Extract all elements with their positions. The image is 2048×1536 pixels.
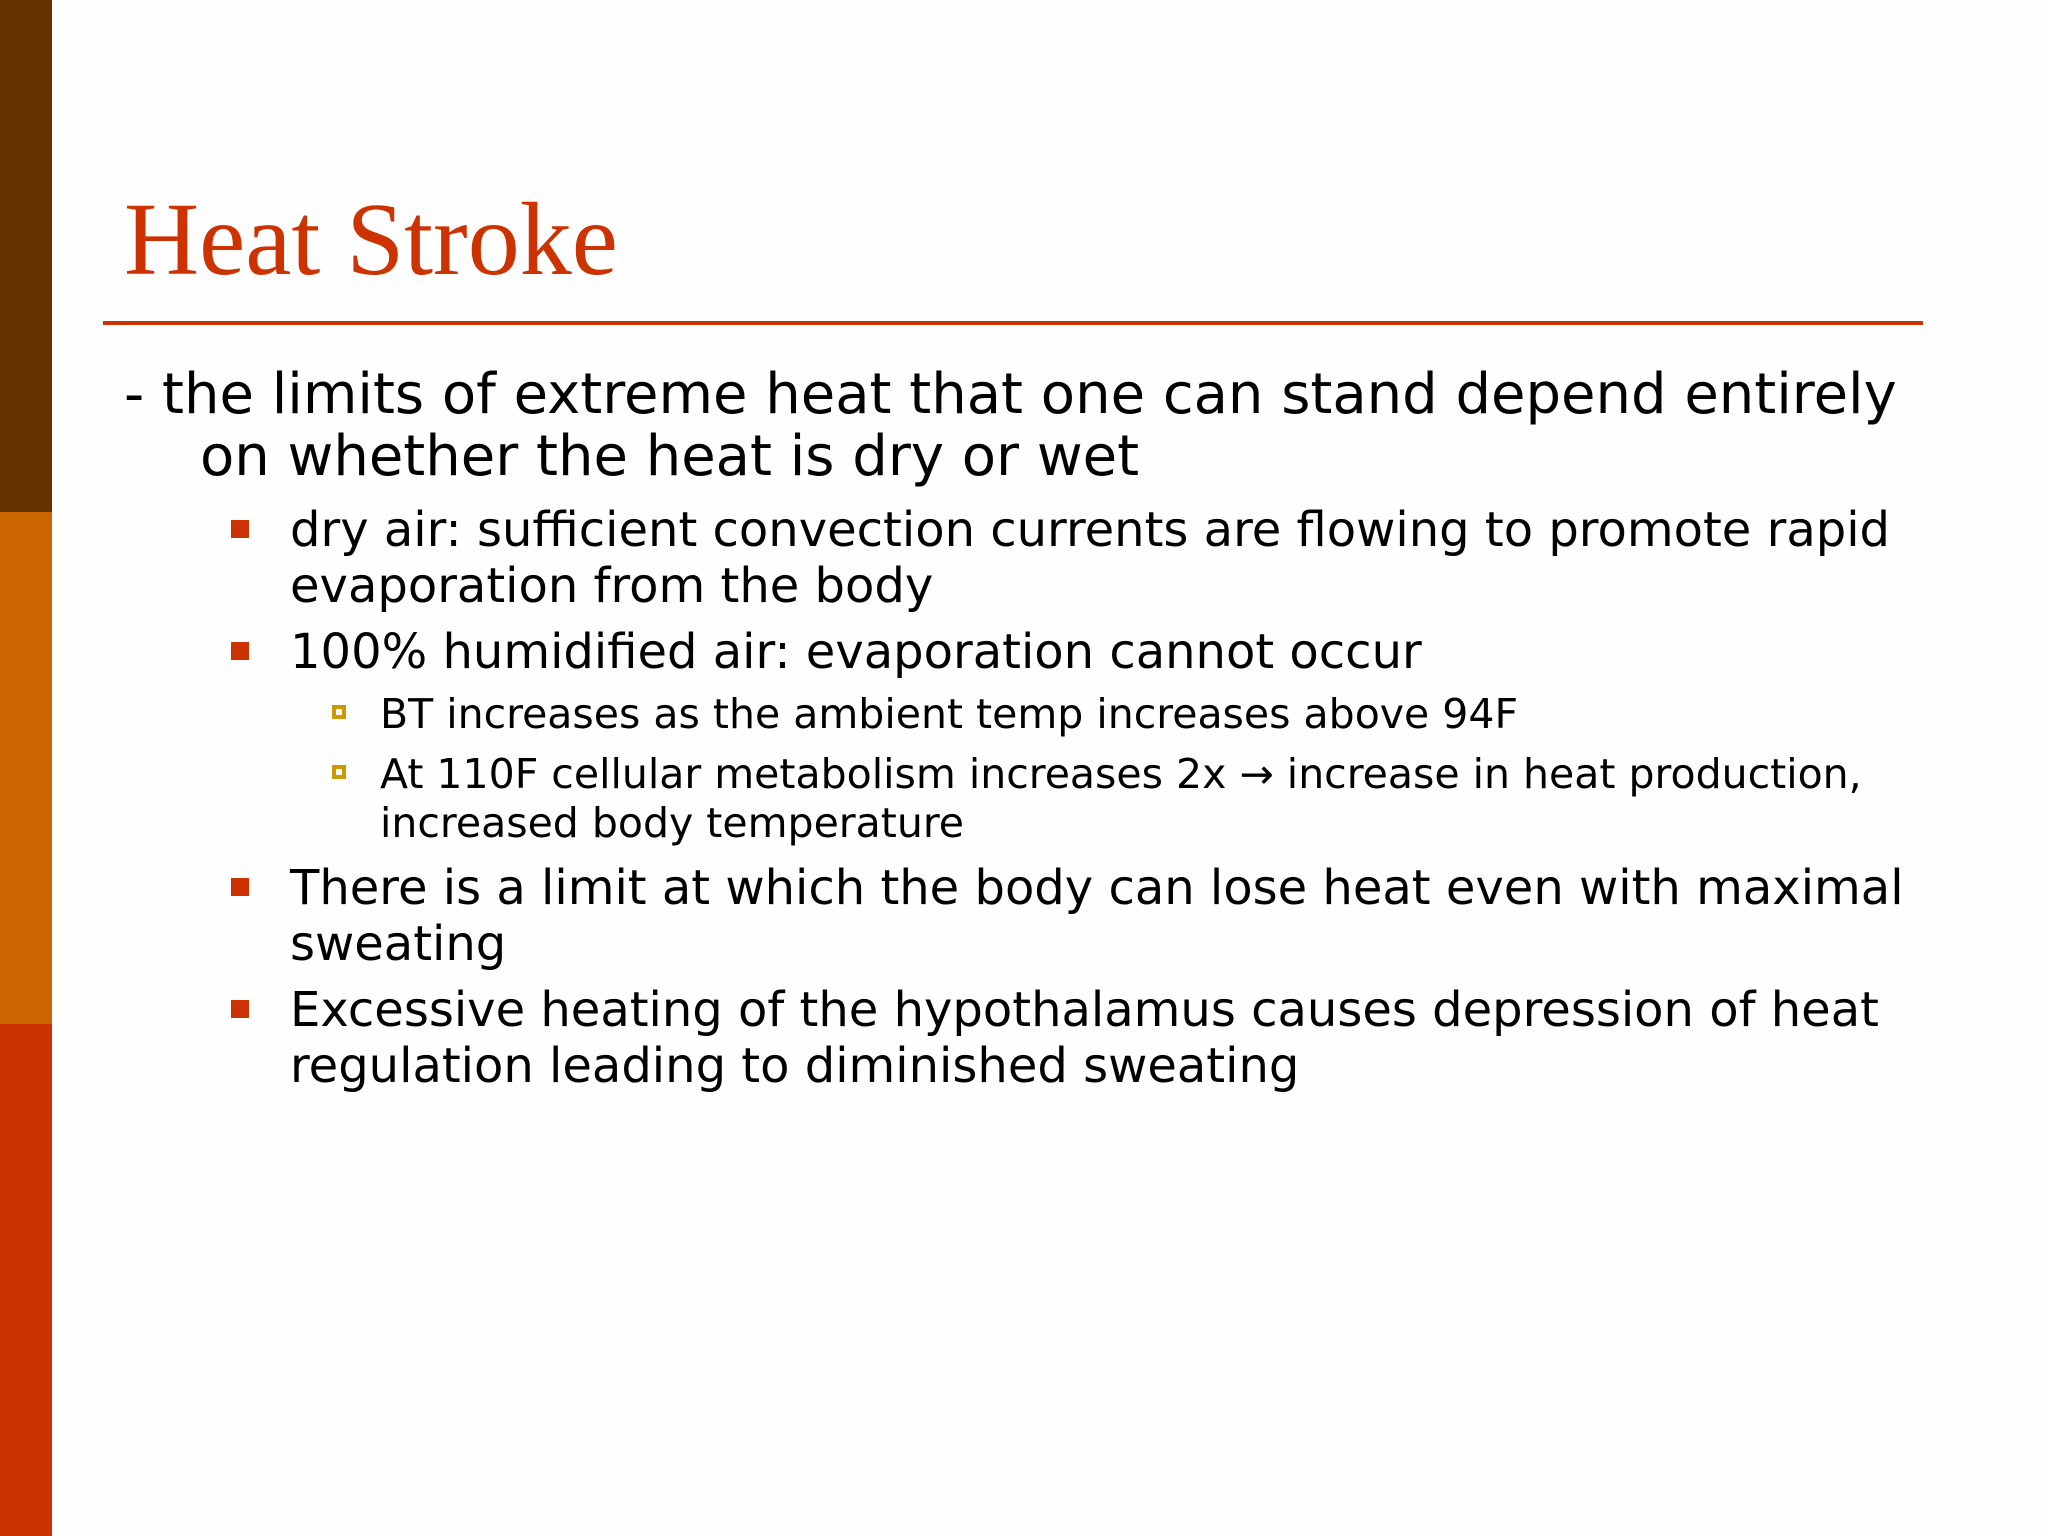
bullet-text: 100% humidified air: evaporation cannot occur [290,624,1422,680]
bullet-text: Excessive heating of the hypothalamus causes depression of heat regulation leading to diminished sweating [290,982,1879,1094]
slide-body [124,364,1924,1104]
side-bar-bottom [0,1024,52,1536]
bullet-item [124,860,1924,972]
filled-square-bullet-icon [231,520,249,538]
filled-square-bullet-icon [231,1000,249,1018]
filled-square-bullet-icon [231,878,249,896]
bullet-text: dry air: sufficient convection currents are flowing to promote rapid evaporation from the body [290,502,1891,614]
side-bar-top [0,0,52,512]
hollow-square-bullet-icon [332,705,346,719]
sub-bullet-text: BT increases as the ambient temp increases above 94F [380,690,1519,738]
sub-bullet-item [124,690,1924,739]
bullet-item [124,982,1924,1094]
side-bar-middle [0,512,52,1024]
slide-title: Heat Stroke [124,182,618,297]
bullet-text: There is a limit at which the body can lose heat even with maximal sweating [290,860,1904,972]
title-underline [103,321,1923,325]
lead-paragraph: - the limits of extreme heat that one can stand depend entirely on whether the heat is dry or wet [124,362,1897,489]
filled-square-bullet-icon [231,642,249,660]
hollow-square-bullet-icon [332,765,346,779]
sub-bullet-item [124,750,1924,848]
bullet-item [124,502,1924,614]
bullet-item [124,624,1924,680]
sub-bullet-text: At 110F cellular metabolism increases 2x → increase in heat production, increased body temperature [380,750,1862,847]
